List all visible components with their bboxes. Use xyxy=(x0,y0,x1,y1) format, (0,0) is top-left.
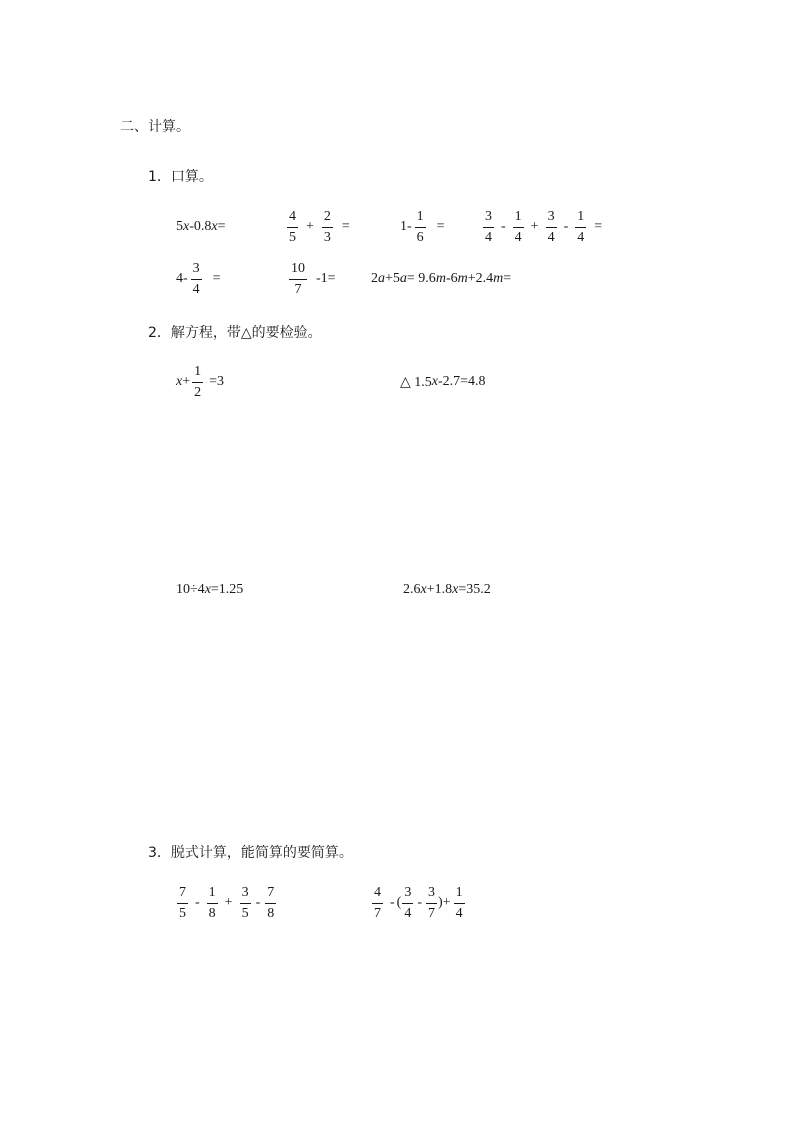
fraction: $\frac{1}{6}$ xyxy=(416,208,424,245)
q1-expr-6: $\frac{10}{7}$ -1= xyxy=(291,260,336,297)
q2-title: 2．解方程，带△的要检验。 xyxy=(148,325,322,341)
fraction: $\frac{1}{4}$ xyxy=(455,884,463,921)
fraction: $\frac{4}{5}$ xyxy=(289,208,296,245)
q1-expr-1: 5 x -0.8 x = xyxy=(176,219,226,234)
fraction: $\frac{1}{8}$ xyxy=(208,884,216,921)
q2-equation-1: x + $\frac{1}{2}$ =3 xyxy=(176,363,225,400)
fraction: $\frac{3}{4}$ xyxy=(192,260,200,297)
q3-expression-1: $\frac{7}{5}$ - $\frac{1}{8}$ + $\frac{3}{5}$ - $\frac{7}{8}$ xyxy=(179,884,275,921)
q2-equation-4: 2.6 x +1.8 x =35.2 xyxy=(403,582,491,597)
fraction: $\frac{1}{4}$ xyxy=(577,208,585,245)
fraction: $\frac{4}{7}$ xyxy=(374,884,381,921)
fraction: $\frac{1}{4}$ xyxy=(514,208,522,245)
fraction: $\frac{10}{7}$ xyxy=(291,260,305,297)
q3-title: 3．脱式计算，能简算的要简算。 xyxy=(148,845,353,861)
fraction: $\frac{2}{3}$ xyxy=(323,208,331,245)
fraction: $\frac{3}{4}$ xyxy=(485,208,492,245)
q1-title: 1．口算。 xyxy=(148,169,213,185)
q1-expr-5: 4- $\frac{3}{4}$ = xyxy=(176,260,221,297)
fraction: $\frac{3}{5}$ xyxy=(241,884,249,921)
fraction: $\frac{7}{5}$ xyxy=(179,884,186,921)
q2-equation-2: △ 1.5 x -2.7=4.8 xyxy=(400,374,486,390)
q1-expr-7: 2 a +5 a = 9.6 m -6 m +2.4 m = xyxy=(371,271,512,286)
q2-equation-3: 10÷4 x =1.25 xyxy=(176,582,244,597)
fraction: $\frac{3}{4}$ xyxy=(547,208,555,245)
q1-expr-4: $\frac{3}{4}$ - $\frac{1}{4}$ + $\frac{3}{4}$ - $\frac{1}{4}$ = xyxy=(485,208,603,245)
fraction: $\frac{1}{2}$ xyxy=(194,363,202,400)
fraction: $\frac{7}{8}$ xyxy=(267,884,275,921)
q1-expr-3: 1- $\frac{1}{6}$ = xyxy=(400,208,445,245)
section-title: 二、计算。 xyxy=(120,119,190,135)
fraction: $\frac{3}{4}$ xyxy=(404,884,412,921)
q3-expression-2: $\frac{4}{7}$ - ( $\frac{3}{4}$ - $\frac{3}{7}$ )+ $\frac{1}{4}$ xyxy=(374,884,463,921)
fraction: $\frac{3}{7}$ xyxy=(428,884,436,921)
q1-expr-2: $\frac{4}{5}$ + $\frac{2}{3}$ = xyxy=(289,208,350,245)
